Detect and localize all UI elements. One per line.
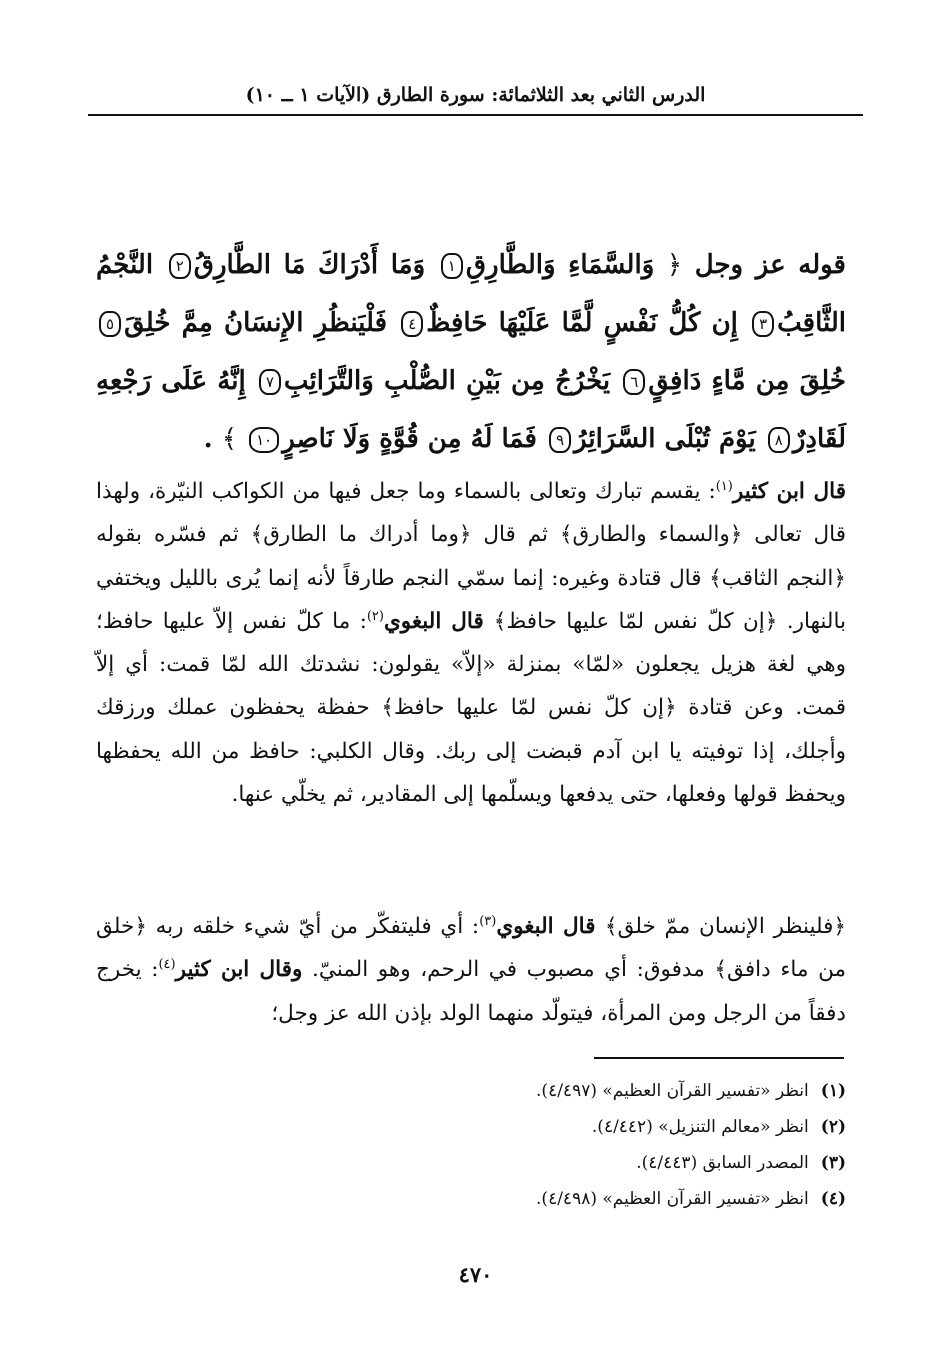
quran-tail: . [203,424,213,454]
verse-text: خُلِقَ مِن مَّاءٍ دَافِقٍ [648,366,846,396]
text-run: حفظة يحفظون عملك ورزقك وأجلك، إذا توفيته يا ابن آدم قبضت إلى ربك. وقال الكلبي: حافظ من الله يحفظها ويحفظ قولها وفعلها، حتى يدفعها ويسلّمها إلى المقادير، ثم يخلّي عنها. [96,695,846,808]
quran-quote: ﴿فلينظر الإنسان ممّ خلق﴾ [604,914,846,939]
author-baghawi: قال البغوي [496,914,605,939]
footnote-text: المصدر السابق (٤/٤٤٣). [636,1153,809,1173]
verse-text: فَمَا لَهُ مِن قُوَّةٍ وَلَا نَاصِرٍ [282,424,537,454]
footnote-number: (٢) [820,1117,846,1137]
text-run: : أي فليتفكّر من أيّ شيء خلقه ربه [146,914,480,939]
running-header [88,78,863,116]
quran-quote: ﴿إن كلّ نفس لمّا عليها حافظ﴾ [493,608,778,634]
footnote-divider [594,1057,844,1059]
text-run: : يخرج دفقاً من الرجل ومن المرأة، فيتولّد منهما الولد بإذن الله عز وجل؛ [96,957,846,1026]
text-run: قال قتادة وغيره: إنما سمّي النجم طارقاً لأنه إنما يُرى بالليل ويختفي بالنهار. [96,565,846,634]
quran-quote: ﴿والسماء والطارق﴾ [559,522,743,548]
footnote-ref-2[interactable]: (٢) [366,608,384,624]
text-run: ثم قال [471,522,560,548]
footnote [96,1073,846,1109]
footnote [96,1181,846,1217]
verse-text: إِن كُلُّ نَفْسٍ لَّمَّا عَلَيْهَا حَافِظٌ [426,308,738,338]
verse-text: وَالسَّمَاءِ وَالطَّارِقِ [465,250,655,280]
ayah-number-marker: ٢ [169,253,191,279]
quran-passage [96,236,846,468]
quran-quote: ﴿النجم الثاقب﴾ [709,565,846,591]
verse-text: وَمَا أَدْرَاكَ مَا الطَّارِقُ [193,250,426,280]
quran-quote: ﴿خلق من ماء دافق﴾ [96,914,847,983]
verse-text: يَخْرُجُ مِن بَيْنِ الصُّلْبِ وَالتَّرَائِبِ [283,366,611,396]
footnote-number: (١) [820,1081,846,1101]
footnote-number: (٤) [820,1189,846,1209]
footnote-text: انظر «تفسير القرآن العظيم» (٤/٤٩٧). [536,1081,809,1101]
page-number: ٤٧٠ [458,1262,493,1287]
footnote-ref-4[interactable]: (٤) [158,957,176,973]
header-title: الدرس الثاني بعد الثلاثمائة: سورة الطارق (الآيات ١ ــ ١٠) [245,84,706,106]
commentary-paragraph-2 [96,905,846,1035]
verse-text: النَّجْمُ الثَّاقِبُ [96,250,846,338]
commentary-paragraph-1 [96,470,846,816]
ayah-number-marker: ٣ [752,311,774,337]
ayah-number-marker: ٧ [259,369,281,395]
ayah-number-marker: ١٠ [249,427,279,453]
footnotes [96,1073,846,1217]
footnote-text: انظر «معالم التنزيل» (٤/٤٤٢). [591,1117,809,1137]
text-run: مدفوق: أي مصبوب في الرحم، وهو المنيّ. [302,957,715,983]
author-baghawi: قال البغوي [383,608,494,634]
footnote [96,1109,846,1145]
verse-text: فَلْيَنظُرِ الإِنسَانُ مِمَّ خُلِقَ [124,308,388,338]
author-ibn-kathir: قال ابن كثير [732,479,846,504]
verse-text: إِنَّهُ عَلَى رَجْعِهِ لَقَادِرٌ [96,366,846,454]
ayah-number-marker: ٥ [99,311,121,337]
author-ibn-kathir: وقال ابن كثير [175,957,303,983]
text-run: : يقسم تبارك وتعالى بالسماء وما جعل فيها من الكواكب النيّرة، ولهذا قال تعالى [96,479,846,548]
ayah-number-marker: ٩ [549,427,571,453]
ayah-number-marker: ٤ [401,311,423,337]
footnote-text: انظر «تفسير القرآن العظيم» (٤/٤٩٨). [536,1189,809,1209]
quran-close-bracket: ﴾ [221,424,238,454]
quran-lead: قوله عز وجل [694,250,846,280]
verse-text: يَوْمَ تُبْلَى السَّرَائِرُ [574,424,756,454]
text-run: ثم فسّره بقوله [96,522,251,548]
ayah-number-marker: ٨ [768,427,790,453]
footnote-number: (٣) [820,1153,846,1173]
footnote-ref-3[interactable]: (٣) [479,913,497,929]
quran-open-bracket: ﴿ [666,250,683,280]
text-run: : ما كلّ نفس إلاّ عليها حافظ؛ وهي لغة هزيل يجعلون «لمّا» بمنزلة «إلاّ» يقولون: نشدتك الله لمّا قمت: أي إلاّ قمت. وعن قتادة [96,608,847,721]
footnote-ref-1[interactable]: (١) [715,478,733,494]
ayah-number-marker: ٦ [623,369,645,395]
quran-quote: ﴿إن كلّ نفس لمّا عليها حافظ﴾ [381,695,677,721]
footnote [96,1145,846,1181]
quran-quote: ﴿وما أدراك ما الطارق﴾ [250,522,472,548]
ayah-number-marker: ١ [441,253,463,279]
